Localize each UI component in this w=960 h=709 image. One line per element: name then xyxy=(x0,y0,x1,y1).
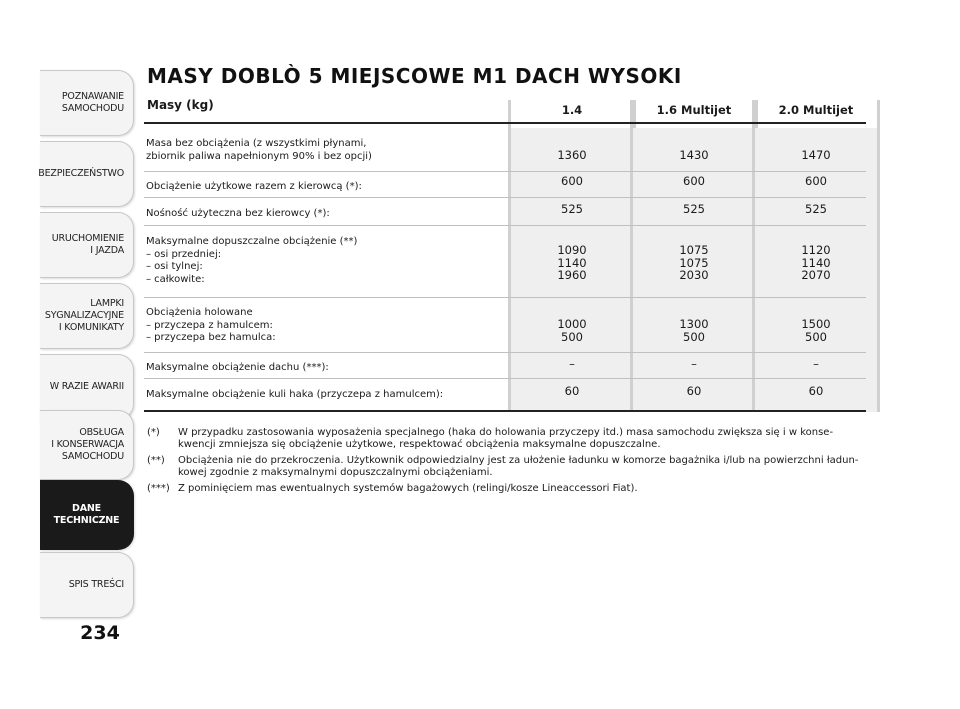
column-header-2-0-multijet: 2.0 Multijet xyxy=(778,103,854,117)
footnote-text: W przypadku zastosowania wyposażenia specjalnego (haka do holowania przyczepy itd.) masa samochodu zwiększa się i w konse-kwencji zmniejsza się obciążenie użytkowe, respektować obciążenia maksymalne dopuszczalne. xyxy=(178,427,834,450)
row-value: 1090 1140 1960 xyxy=(557,243,587,282)
row-value: – xyxy=(813,357,819,371)
row-label: Maksymalne dopuszczalne obciążenie (**) – osi przedniej: – osi tylnej: – całkowite: xyxy=(146,236,358,285)
sidebar-item-label: W RAZIE AWARII xyxy=(49,381,124,392)
row-value: 1430 xyxy=(679,148,709,162)
row-label: Obciążenia holowane – przyczepa z hamulcem: – przyczepa bez hamulca: xyxy=(146,307,276,343)
sidebar-item-label: SPIS TREŚCI xyxy=(68,579,124,590)
row-value: 1360 xyxy=(557,148,587,162)
row-label: Maksymalne obciążenie dachu (***): xyxy=(146,362,329,373)
row-value: 60 xyxy=(564,384,580,398)
sidebar-item-label: LAMPKI SYGNALIZACYJNE I KOMUNIKATY xyxy=(44,298,124,333)
row-value: 1120 1140 2070 xyxy=(801,243,831,282)
row-value: – xyxy=(569,357,575,371)
sidebar-item-spis-tresci[interactable] xyxy=(40,552,134,618)
footnote-mark: (**) xyxy=(147,455,165,466)
sidebar-item-bezpieczenstwo[interactable] xyxy=(40,141,134,207)
row-value: 600 xyxy=(561,174,583,188)
footnote xyxy=(147,427,867,451)
sidebar-item-label: OBSŁUGA I KONSERWACJA SAMOCHODU xyxy=(51,427,124,462)
footnote xyxy=(147,455,867,479)
row-value: 1300 500 xyxy=(679,317,709,344)
page-number: 234 xyxy=(80,622,120,644)
row-label: Obciążenie użytkowe razem z kierowcą (*): xyxy=(146,181,362,192)
row-value: 60 xyxy=(808,384,824,398)
footnote-mark: (*) xyxy=(147,427,160,438)
sidebar-item-obsluga-i-konserwacja[interactable] xyxy=(40,410,134,480)
sidebar-item-uruchomienie-i-jazda[interactable] xyxy=(40,212,134,278)
table-row xyxy=(144,226,866,298)
row-value: – xyxy=(691,357,697,371)
sidebar-item-poznawanie-samochodu[interactable] xyxy=(40,70,134,136)
row-label: Maksymalne obciążenie kuli haka (przyczepa z hamulcem): xyxy=(146,389,444,400)
footnote-mark: (***) xyxy=(147,483,170,494)
table-bottom-rule xyxy=(144,410,866,412)
row-value: 60 xyxy=(686,384,702,398)
table-row xyxy=(144,124,866,172)
sidebar-item-label: URUCHOMIENIE I JAZDA xyxy=(51,233,124,256)
row-value: 1000 500 xyxy=(557,317,587,344)
row-value: 600 xyxy=(805,174,827,188)
row-label: Masa bez obciążenia (z wszystkimi płynami, zbiornik paliwa napełnionym 90% i bez opcji) xyxy=(146,138,372,162)
table-subtitle: Masy (kg) xyxy=(147,98,214,112)
sidebar-item-lampki-sygnalizacyjne[interactable] xyxy=(40,283,134,349)
table-row xyxy=(144,198,866,226)
row-value: 1075 1075 2030 xyxy=(679,243,709,282)
row-value: 525 xyxy=(683,202,705,216)
row-value: 525 xyxy=(805,202,827,216)
footnote-text: Obciążenia nie do przekroczenia. Użytkownik odpowiedzialny jest za ułożenie ładunku w komorze bagażnika i/lub na powierzchni ładun-kowej zgodnie z maksymalnymi dopuszczalnymi obciążeniami. xyxy=(178,455,859,478)
table-row xyxy=(144,172,866,198)
footnote-text: Z pominięciem mas ewentualnych systemów bagażowych (relingi/kosze Lineaccessori Fiat). xyxy=(178,483,638,494)
row-value: 525 xyxy=(561,202,583,216)
row-label: Nośność użyteczna bez kierowcy (*): xyxy=(146,208,330,219)
table-row xyxy=(144,353,866,379)
sidebar-item-label: POZNAWANIE SAMOCHODU xyxy=(61,91,124,114)
sidebar-item-dane-techniczne[interactable] xyxy=(40,480,134,550)
footnotes xyxy=(147,427,867,499)
column-header-1-6-multijet: 1.6 Multijet xyxy=(656,103,732,117)
table-row xyxy=(144,379,866,410)
row-value: 1500 500 xyxy=(801,317,831,344)
footnote xyxy=(147,483,867,495)
row-value: 600 xyxy=(683,174,705,188)
page-title: MASY DOBLÒ 5 MIEJSCOWE M1 DACH WYSOKI xyxy=(147,64,682,88)
sidebar-item-label: BEZPIECZEŃSTWO xyxy=(38,168,124,179)
sidebar-item-label: DANE TECHNICZNE xyxy=(53,503,120,526)
column-header-1-4: 1.4 xyxy=(561,103,583,117)
table-row xyxy=(144,298,866,353)
row-value: 1470 xyxy=(801,148,831,162)
